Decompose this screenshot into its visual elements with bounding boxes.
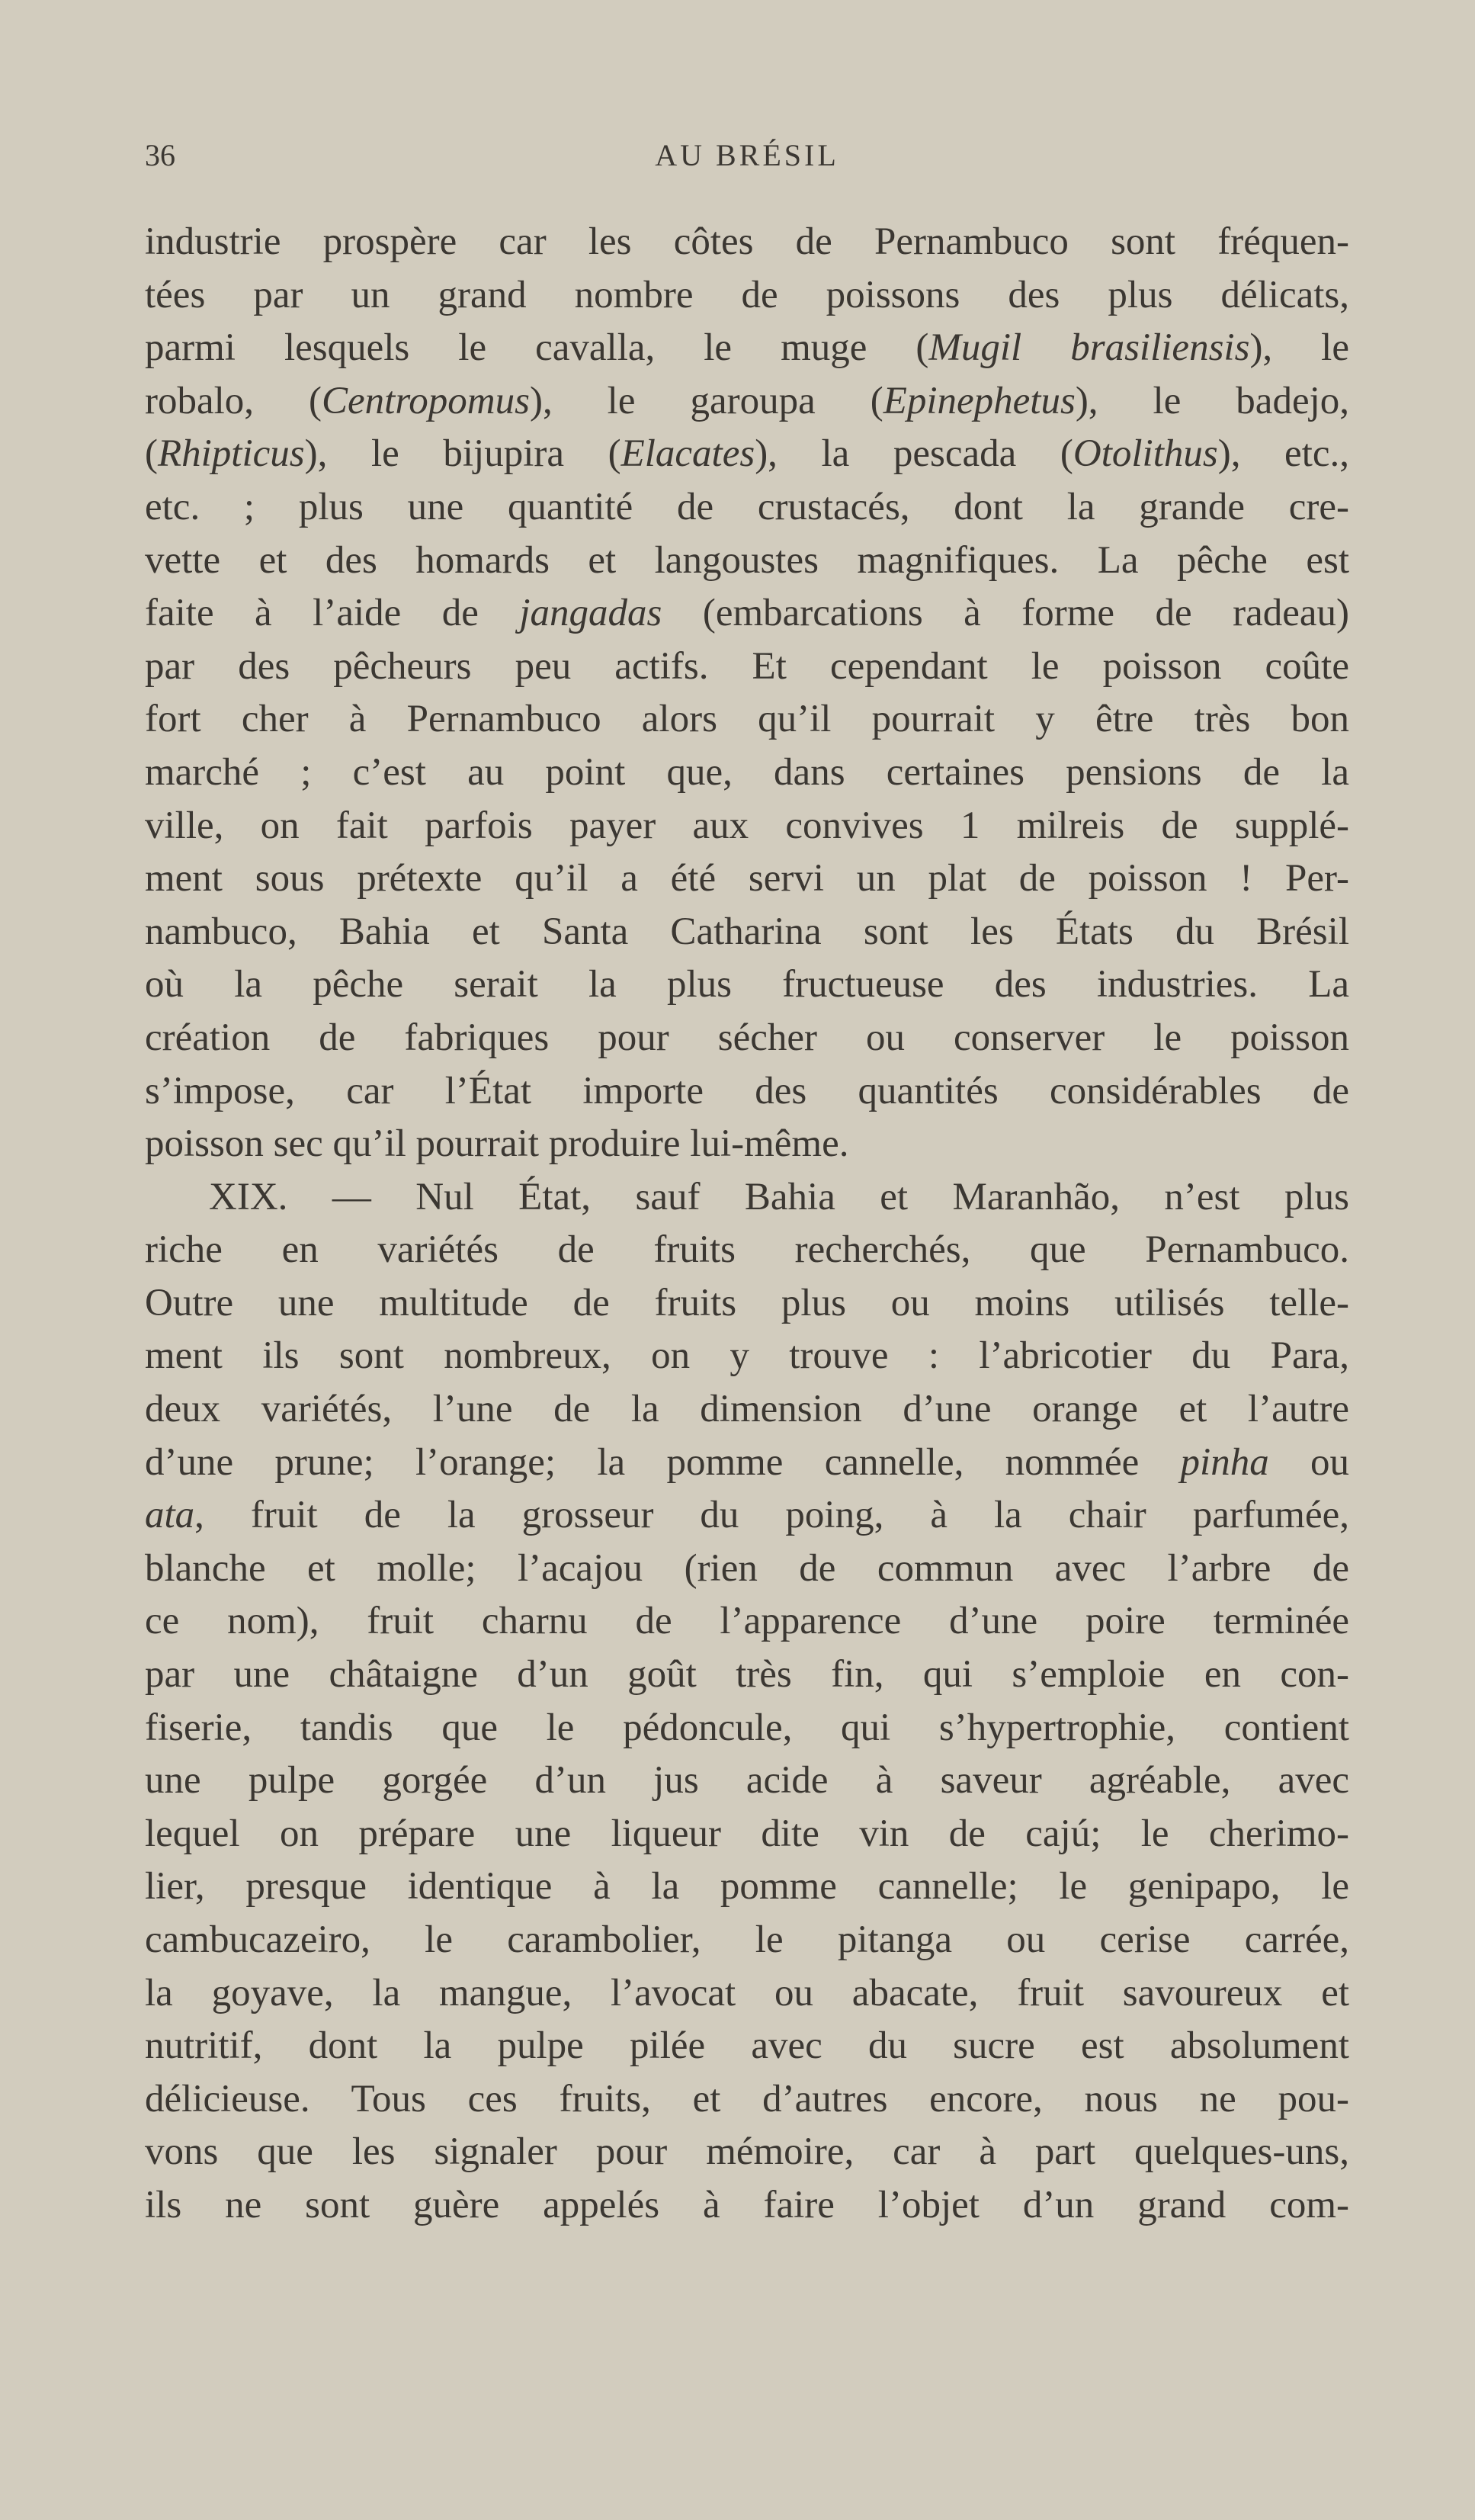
text-line — [145, 693, 1349, 746]
text-segment: ), la pescada ( — [755, 432, 1073, 476]
italic-text: Elacates — [620, 432, 755, 476]
text-line — [145, 1330, 1349, 1383]
text-line — [145, 800, 1349, 853]
text-segment: poisson sec qu’il pourrait produire lui-même. — [145, 1122, 849, 1166]
italic-text: Centropomus — [322, 379, 530, 422]
text-segment: vette et des homards et langoustes magnifiques. La pêche est — [145, 538, 1349, 582]
text-line — [145, 1224, 1349, 1277]
text-line — [145, 1754, 1349, 1808]
text-segment: lier, presque identique à la pomme cannelle; le genipapo, le — [145, 1865, 1349, 1908]
text-segment: cambucazeiro, le carambolier, le pitanga ou cerise carrée, — [145, 1918, 1349, 1961]
text-segment: délicieuse. Tous ces fruits, et d’autres encore, nous ne pou- — [145, 2077, 1349, 2120]
text-segment: ( — [145, 432, 158, 476]
text-line — [145, 1808, 1349, 1861]
text-line — [145, 906, 1349, 959]
text-line — [145, 852, 1349, 906]
text-line — [145, 534, 1349, 588]
text-line — [145, 375, 1349, 429]
text-line — [145, 1065, 1349, 1119]
text-line — [145, 269, 1349, 323]
text-segment: deux variétés, l’une de la dimension d’une orange et l’autre — [145, 1388, 1349, 1431]
text-segment: vons que les signaler pour mémoire, car à part quelques-uns, — [145, 2130, 1349, 2174]
text-segment: robalo, ( — [145, 379, 322, 422]
text-segment: s’impose, car l’État importe des quantités considérables de — [145, 1069, 1349, 1112]
text-segment: par des pêcheurs peu actifs. Et cependant le poisson coûte — [145, 644, 1349, 688]
italic-text: Mugil brasiliensis — [928, 326, 1250, 370]
text-segment: fort cher à Pernambuco alors qu’il pourrait y être très bon — [145, 698, 1349, 741]
italic-text: Epinephetus — [883, 379, 1076, 422]
text-line — [145, 1118, 1349, 1171]
text-segment: etc. ; plus une quantité de crustacés, dont la grande cre- — [145, 485, 1349, 528]
text-segment: ment sous prétexte qu’il a été servi un plat de poisson ! Per- — [145, 857, 1349, 900]
text-line — [145, 2179, 1349, 2233]
running-title: AU BRÉSIL — [655, 138, 839, 172]
text-segment: création de fabriques pour sécher ou conserver le poisson — [145, 1016, 1349, 1059]
text-line — [145, 216, 1349, 269]
text-line — [145, 640, 1349, 694]
text-line — [145, 1383, 1349, 1437]
text-line — [145, 1702, 1349, 1755]
text-line — [145, 746, 1349, 800]
text-segment: une pulpe gorgée d’un jus acide à saveur agréable, avec — [145, 1759, 1349, 1803]
text-segment: ), le garoupa ( — [529, 379, 883, 422]
text-segment: ), le — [1249, 326, 1349, 370]
text-segment: faite à l’aide de — [145, 592, 520, 635]
page-header — [145, 137, 1349, 183]
text-line — [145, 587, 1349, 640]
italic-text: pinha — [1180, 1440, 1269, 1484]
text-segment: Outre une multitude de fruits plus ou moins utilisés telle- — [145, 1281, 1349, 1324]
text-line — [145, 1171, 1349, 1225]
text-segment: ment ils sont nombreux, on y trouve : l’abricotier du Para, — [145, 1334, 1349, 1378]
text-line — [145, 481, 1349, 534]
text-segment: ville, on fait parfois payer aux convives 1 milreis de supplé- — [145, 804, 1349, 847]
text-segment: où la pêche serait la plus fructueuse des industries. La — [145, 963, 1349, 1006]
text-segment: fiserie, tandis que le pédoncule, qui s’hypertrophie, contient — [145, 1706, 1349, 1749]
text-line — [145, 1967, 1349, 2021]
text-line — [145, 2126, 1349, 2179]
text-segment: d’une prune; l’orange; la pomme cannelle, nommée — [145, 1440, 1181, 1484]
text-line — [145, 1595, 1349, 1648]
text-line — [145, 2073, 1349, 2127]
text-segment: (embarcations à forme de radeau) — [662, 592, 1349, 635]
text-segment: lequel on prépare une liqueur dite vin de cajú; le cherimo- — [145, 1812, 1349, 1855]
text-segment: tées par un grand nombre de poissons des plus délicats, — [145, 273, 1349, 316]
text-segment: ), le badejo, — [1075, 379, 1349, 422]
text-segment: ou — [1268, 1440, 1350, 1484]
italic-text: Otolithus — [1073, 432, 1218, 476]
text-line — [145, 1437, 1349, 1490]
text-segment: nutritif, dont la pulpe pilée avec du sucre est absolument — [145, 2024, 1349, 2068]
text-segment: parmi lesquels le cavalla, le muge ( — [145, 326, 929, 370]
italic-text: ata — [145, 1494, 195, 1537]
text-line — [145, 428, 1349, 481]
text-line — [145, 2020, 1349, 2073]
text-segment: , fruit de la grosseur du poing, à la chair parfumée, — [194, 1494, 1349, 1537]
italic-text: jangadas — [519, 592, 662, 635]
text-line — [145, 958, 1349, 1012]
page-number: 36 — [145, 138, 175, 172]
text-line — [145, 1648, 1349, 1702]
text-line — [145, 1277, 1349, 1331]
text-line — [145, 1489, 1349, 1542]
text-segment: ), le bijupira ( — [304, 432, 621, 476]
text-line — [145, 1542, 1349, 1596]
text-segment: riche en variétés de fruits recherchés, que Pernambuco. — [145, 1228, 1349, 1272]
text-segment: industrie prospère car les côtes de Pernambuco sont fréquen- — [145, 220, 1349, 263]
text-segment: blanche et molle; l’acajou (rien de commun avec l’arbre de — [145, 1546, 1349, 1590]
text-segment: par une châtaigne d’un goût très fin, qui s’emploie en con- — [145, 1653, 1349, 1697]
text-line — [145, 322, 1349, 375]
text-segment: marché ; c’est au point que, dans certaines pensions de la — [145, 750, 1349, 794]
text-line — [145, 1012, 1349, 1065]
text-segment: ce nom), fruit charnu de l’apparence d’une poire terminée — [145, 1600, 1349, 1643]
text-line — [145, 1860, 1349, 1914]
text-line — [145, 1914, 1349, 1967]
text-segment: la goyave, la mangue, l’avocat ou abacate, fruit savoureux et — [145, 1971, 1349, 2014]
text-segment: XIX. — Nul État, sauf Bahia et Maranhão, n’est plus — [209, 1175, 1349, 1218]
text-segment: ils ne sont guère appelés à faire l’objet d’un grand com- — [145, 2183, 1349, 2226]
italic-text: Rhipticus — [157, 432, 305, 476]
body-text — [145, 216, 1349, 2233]
text-segment: nambuco, Bahia et Santa Catharina sont les États du Brésil — [145, 910, 1349, 953]
text-segment: ), etc., — [1217, 432, 1349, 476]
